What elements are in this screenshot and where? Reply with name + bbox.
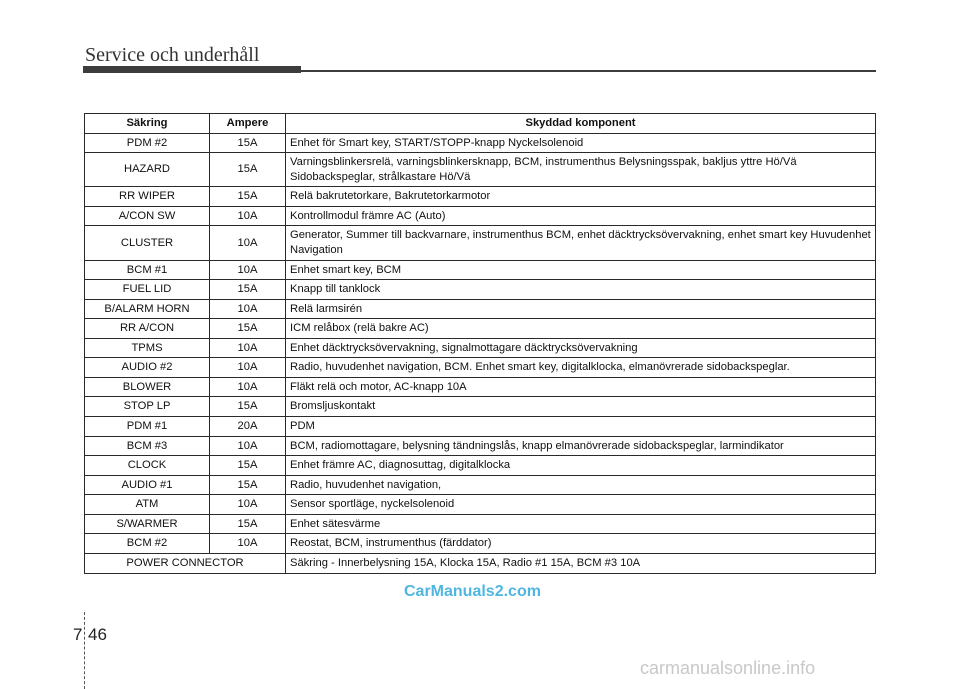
table-row bbox=[85, 299, 876, 319]
table-row bbox=[85, 153, 876, 187]
cell-ampere: 10A bbox=[210, 206, 286, 226]
table-row bbox=[85, 133, 876, 153]
table-row bbox=[85, 417, 876, 437]
cell-ampere: 10A bbox=[210, 358, 286, 378]
cell-component: Radio, huvudenhet navigation, BCM. Enhet smart key, digitalklocka, elmanövrerade sidobackspeglar. bbox=[286, 358, 876, 378]
cell-fuse: B/ALARM HORN bbox=[85, 299, 210, 319]
cell-ampere: 10A bbox=[210, 436, 286, 456]
table-row bbox=[85, 338, 876, 358]
cell-component: Bromsljuskontakt bbox=[286, 397, 876, 417]
cell-ampere: 15A bbox=[210, 319, 286, 339]
table-row bbox=[85, 206, 876, 226]
cell-fuse: TPMS bbox=[85, 338, 210, 358]
table-row bbox=[85, 187, 876, 207]
cell-fuse: RR WIPER bbox=[85, 187, 210, 207]
cell-ampere: 15A bbox=[210, 397, 286, 417]
cell-ampere: 15A bbox=[210, 153, 286, 187]
table-row bbox=[85, 456, 876, 476]
cell-ampere: 15A bbox=[210, 475, 286, 495]
cell-fuse: PDM #2 bbox=[85, 133, 210, 153]
cell-fuse: CLOCK bbox=[85, 456, 210, 476]
cell-fuse: RR A/CON bbox=[85, 319, 210, 339]
cell-fuse: AUDIO #2 bbox=[85, 358, 210, 378]
cell-component: Enhet främre AC, diagnosuttag, digitalklocka bbox=[286, 456, 876, 476]
cell-fuse: STOP LP bbox=[85, 397, 210, 417]
table-row bbox=[85, 319, 876, 339]
header-rule-thick bbox=[83, 66, 301, 73]
cell-component: Enhet smart key, BCM bbox=[286, 260, 876, 280]
cell-component: BCM, radiomottagare, belysning tändningslås, knapp elmanövrerade sidobackspeglar, larmindikator bbox=[286, 436, 876, 456]
cell-fuse: ATM bbox=[85, 495, 210, 515]
cell-fuse: A/CON SW bbox=[85, 206, 210, 226]
cell-component: Relä larmsirén bbox=[286, 299, 876, 319]
cell-ampere: 10A bbox=[210, 338, 286, 358]
watermark-link[interactable]: CarManuals2.com bbox=[404, 583, 541, 600]
table-row bbox=[85, 397, 876, 417]
table-row bbox=[85, 377, 876, 397]
col-header-ampere: Ampere bbox=[210, 114, 286, 134]
cell-fuse: AUDIO #1 bbox=[85, 475, 210, 495]
table-row bbox=[85, 514, 876, 534]
table-row bbox=[85, 226, 876, 260]
cell-fuse: POWER CONNECTOR bbox=[85, 553, 286, 573]
cell-ampere: 10A bbox=[210, 260, 286, 280]
table-row bbox=[85, 553, 876, 573]
cell-fuse: BCM #1 bbox=[85, 260, 210, 280]
cell-component: Enhet för Smart key, START/STOPP-knapp Nyckelsolenoid bbox=[286, 133, 876, 153]
cell-component: Radio, huvudenhet navigation, bbox=[286, 475, 876, 495]
table-row bbox=[85, 436, 876, 456]
cell-ampere: 10A bbox=[210, 534, 286, 554]
header-rule-thin bbox=[301, 70, 876, 72]
table-row bbox=[85, 260, 876, 280]
cell-fuse: BCM #2 bbox=[85, 534, 210, 554]
table-row bbox=[85, 475, 876, 495]
cell-ampere: 15A bbox=[210, 514, 286, 534]
cell-fuse: S/WARMER bbox=[85, 514, 210, 534]
cell-component: Enhet sätesvärme bbox=[286, 514, 876, 534]
footer-site-watermark: carmanualsonline.info bbox=[640, 658, 816, 678]
table-row bbox=[85, 358, 876, 378]
cell-fuse: BLOWER bbox=[85, 377, 210, 397]
cell-ampere: 15A bbox=[210, 133, 286, 153]
cell-ampere: 15A bbox=[210, 187, 286, 207]
cell-fuse: PDM #1 bbox=[85, 417, 210, 437]
cell-ampere: 20A bbox=[210, 417, 286, 437]
cell-fuse: HAZARD bbox=[85, 153, 210, 187]
cell-ampere: 10A bbox=[210, 377, 286, 397]
cell-ampere: 15A bbox=[210, 456, 286, 476]
cell-fuse: BCM #3 bbox=[85, 436, 210, 456]
page-header-title: Service och underhåll bbox=[85, 44, 260, 66]
cell-component: ICM relåbox (relä bakre AC) bbox=[286, 319, 876, 339]
page-divider bbox=[84, 612, 85, 689]
cell-component: Kontrollmodul främre AC (Auto) bbox=[286, 206, 876, 226]
cell-fuse: FUEL LID bbox=[85, 280, 210, 300]
cell-ampere: 15A bbox=[210, 280, 286, 300]
cell-ampere: 10A bbox=[210, 299, 286, 319]
cell-component: Enhet däcktrycksövervakning, signalmottagare däcktrycksövervakning bbox=[286, 338, 876, 358]
fuse-table-body bbox=[85, 133, 876, 573]
cell-component: Relä bakrutetorkare, Bakrutetorkarmotor bbox=[286, 187, 876, 207]
cell-component: PDM bbox=[286, 417, 876, 437]
cell-component: Generator, Summer till backvarnare, instrumenthus BCM, enhet däcktrycksövervakning, enhet smart key Huvudenhet Navigation bbox=[286, 226, 876, 260]
table-row bbox=[85, 534, 876, 554]
table-header-row bbox=[85, 114, 876, 134]
cell-component: Sensor sportläge, nyckelsolenoid bbox=[286, 495, 876, 515]
col-header-fuse: Säkring bbox=[85, 114, 210, 134]
page-number: 46 bbox=[88, 625, 107, 644]
table-row bbox=[85, 495, 876, 515]
cell-component: Säkring - Innerbelysning 15A, Klocka 15A, Radio #1 15A, BCM #3 10A bbox=[286, 553, 876, 573]
cell-component: Knapp till tanklock bbox=[286, 280, 876, 300]
table-row bbox=[85, 280, 876, 300]
cell-ampere: 10A bbox=[210, 495, 286, 515]
cell-fuse: CLUSTER bbox=[85, 226, 210, 260]
cell-ampere: 10A bbox=[210, 226, 286, 260]
cell-component: Fläkt relä och motor, AC-knapp 10A bbox=[286, 377, 876, 397]
cell-component: Varningsblinkersrelä, varningsblinkersknapp, BCM, instrumenthus Belysningsspak, bakljus yttre Hö/Vä Sidobackspeglar, strålkastare Hö/Vä bbox=[286, 153, 876, 187]
section-number: 7 bbox=[73, 625, 83, 644]
fuse-table bbox=[84, 113, 876, 574]
col-header-component: Skyddad komponent bbox=[286, 114, 876, 134]
cell-component: Reostat, BCM, instrumenthus (färddator) bbox=[286, 534, 876, 554]
